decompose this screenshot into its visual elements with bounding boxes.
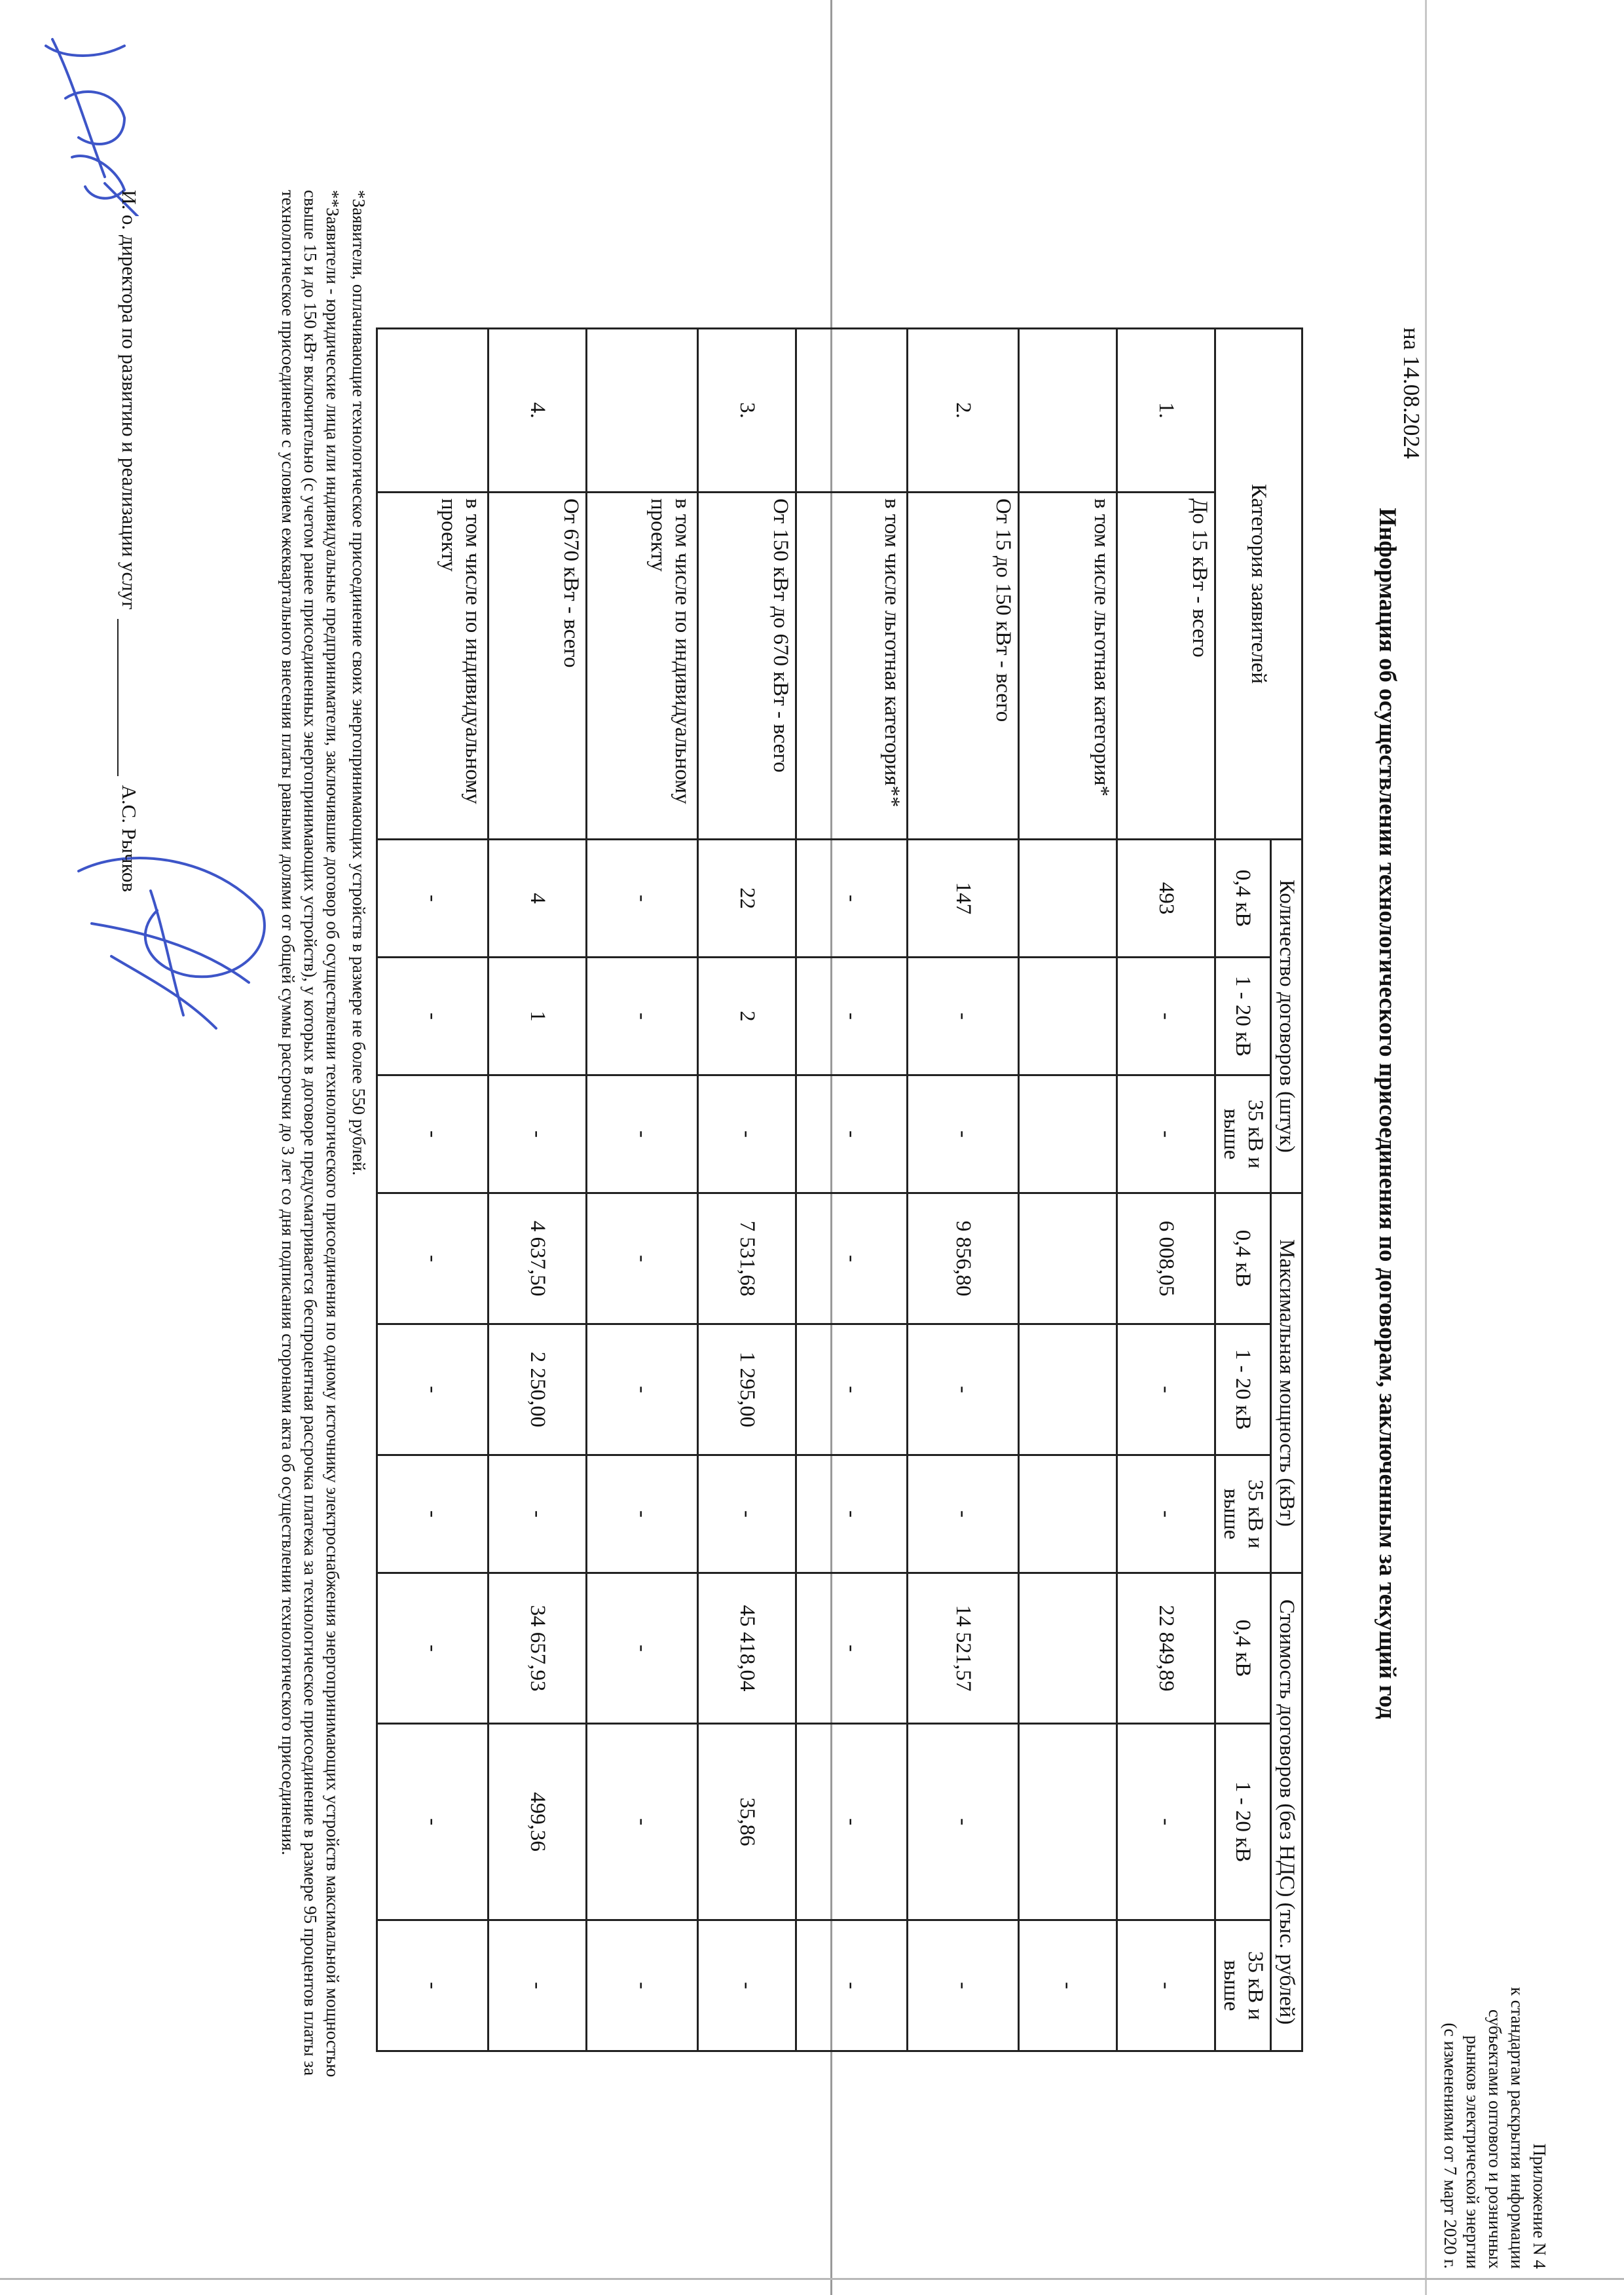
cell-p04: 9 856,80	[908, 1193, 1019, 1324]
cell-c35: -	[796, 1075, 908, 1193]
cell-p120: -	[796, 1324, 908, 1455]
table-header-row	[1271, 329, 1302, 2051]
cell-s35: -	[698, 1920, 796, 2051]
row-label: в том числе льготная категория*	[1019, 493, 1117, 840]
cell-s35: -	[908, 1920, 1019, 2051]
cell-s35: -	[1019, 1920, 1117, 2051]
subheader-voltage: 0,4 кВ	[1215, 1573, 1271, 1724]
header-cost: Стоимость договоров (без НДС) (тыс. рублей)	[1271, 1573, 1302, 2051]
cell-s04: -	[796, 1573, 908, 1724]
cell-s35: -	[587, 1920, 698, 2051]
table-row	[1117, 329, 1215, 2051]
cell-p04: -	[377, 1193, 489, 1324]
row-number: 4.	[489, 329, 587, 493]
cell-p35: -	[587, 1455, 698, 1573]
cell-c35: -	[908, 1075, 1019, 1193]
cell-p120: -	[1117, 1324, 1215, 1455]
table-row	[908, 329, 1019, 2051]
cell-s35: -	[1117, 1920, 1215, 2051]
signature-line	[117, 619, 137, 776]
cell-s120: 35,86	[698, 1724, 796, 1920]
table-row	[489, 329, 587, 2051]
cell-s04: -	[377, 1573, 489, 1724]
row-number: 1.	[1117, 329, 1215, 493]
row-number: 2.	[908, 329, 1019, 493]
cell-s120: -	[796, 1724, 908, 1920]
annex-line: Приложение N 4	[1530, 2143, 1549, 2269]
cell-s04	[1019, 1573, 1117, 1724]
cell-c120: -	[796, 958, 908, 1075]
cell-p120: -	[587, 1324, 698, 1455]
cell-c04: -	[377, 840, 489, 958]
cell-s120: -	[1117, 1724, 1215, 1920]
cell-c04: 147	[908, 840, 1019, 958]
cell-s35: -	[489, 1920, 587, 2051]
cell-p35: -	[698, 1455, 796, 1573]
row-number	[377, 329, 489, 493]
annex-note	[1439, 1928, 1551, 2269]
cell-s35: -	[377, 1920, 489, 2051]
row-number	[796, 329, 908, 493]
cell-s04: 14 521,57	[908, 1573, 1019, 1724]
cell-p120: 1 295,00	[698, 1324, 796, 1455]
subheader-voltage: 0,4 кВ	[1215, 1193, 1271, 1324]
cell-p35: -	[377, 1455, 489, 1573]
cell-p120: 2 250,00	[489, 1324, 587, 1455]
table-row	[377, 329, 489, 2051]
row-label: От 150 кВт до 670 кВт - всего	[698, 493, 796, 840]
subheader-voltage: 1 - 20 кВ	[1215, 958, 1271, 1075]
cell-p35: -	[908, 1455, 1019, 1573]
signature-block	[117, 190, 141, 1565]
cell-s120	[1019, 1724, 1117, 1920]
cell-s35: -	[796, 1920, 908, 2051]
footnote-1: *Заявители, оплачивающие технологическое присоединение своих энергопринимающих устройств в размере не более 550 рублей.	[349, 190, 369, 1176]
signer-position: И. о. директора по развитию и реализации услуг	[118, 190, 141, 610]
row-label: в том числе по индивидуальному проекту	[587, 493, 698, 840]
cell-p35	[1019, 1455, 1117, 1573]
cell-c04: 4	[489, 840, 587, 958]
row-number: 3.	[698, 329, 796, 493]
row-number	[1019, 329, 1117, 493]
cell-p04	[1019, 1193, 1117, 1324]
subheader-voltage: 0,4 кВ	[1215, 840, 1271, 958]
signer-name: А.С. Рычков	[118, 785, 141, 893]
cell-p04: 6 008,05	[1117, 1193, 1215, 1324]
cell-c120: 1	[489, 958, 587, 1075]
cell-p04: 7 531,68	[698, 1193, 796, 1324]
annex-line: (с изменениями от 7 март 2020 г.	[1441, 2023, 1460, 2269]
cell-c35: -	[1117, 1075, 1215, 1193]
cell-c35: -	[587, 1075, 698, 1193]
cell-c120	[1019, 958, 1117, 1075]
report-date: на 14.08.2024	[1399, 327, 1424, 459]
annex-line: субъектами оптового и розничных	[1485, 2009, 1505, 2269]
row-number	[587, 329, 698, 493]
cell-s120: -	[587, 1724, 698, 1920]
cell-c120: -	[1117, 958, 1215, 1075]
cell-p04: -	[587, 1193, 698, 1324]
header-category: Категория заявителей	[1215, 329, 1302, 840]
cell-c35: -	[489, 1075, 587, 1193]
cell-c35: -	[377, 1075, 489, 1193]
subheader-voltage: 35 кВ и выше	[1215, 1455, 1271, 1573]
cell-p04: -	[796, 1193, 908, 1324]
cell-c120: 2	[698, 958, 796, 1075]
annex-line: рынков электрической энергии	[1463, 2035, 1483, 2269]
cell-p35: -	[1117, 1455, 1215, 1573]
cell-p35: -	[796, 1455, 908, 1573]
table-row	[698, 329, 796, 2051]
cell-c04	[1019, 840, 1117, 958]
table-row	[1019, 329, 1117, 2051]
row-label: От 670 кВт - всего	[489, 493, 587, 840]
cell-p35: -	[489, 1455, 587, 1573]
cell-s04: -	[587, 1573, 698, 1724]
row-label: От 15 до 150 кВт - всего	[908, 493, 1019, 840]
cell-c120: -	[377, 958, 489, 1075]
cell-c04: 493	[1117, 840, 1215, 958]
cell-c35: -	[698, 1075, 796, 1193]
cell-s120: 499,36	[489, 1724, 587, 1920]
subheader-voltage: 35 кВ и выше	[1215, 1075, 1271, 1193]
cell-s04: 45 418,04	[698, 1573, 796, 1724]
cell-s04: 22 849,89	[1117, 1573, 1215, 1724]
contracts-table	[376, 327, 1303, 2052]
cell-c120: -	[587, 958, 698, 1075]
cell-s120: -	[908, 1724, 1019, 1920]
cell-c04: -	[587, 840, 698, 958]
header-power: Максимальная мощность (кВт)	[1271, 1193, 1302, 1573]
cell-c35	[1019, 1075, 1117, 1193]
subheader-voltage: 1 - 20 кВ	[1215, 1324, 1271, 1455]
table-row	[587, 329, 698, 2051]
subheader-voltage: 1 - 20 кВ	[1215, 1724, 1271, 1920]
table-body	[377, 329, 1215, 2051]
cell-p120: -	[908, 1324, 1019, 1455]
cell-c04: 22	[698, 840, 796, 958]
cell-s04: 34 657,93	[489, 1573, 587, 1724]
table-row	[796, 329, 908, 2051]
cell-c120: -	[908, 958, 1019, 1075]
subheader-voltage: 35 кВ и выше	[1215, 1920, 1271, 2051]
row-label: в том числе по индивидуальному проекту	[377, 493, 489, 840]
cell-c04: -	[796, 840, 908, 958]
row-label: До 15 кВт - всего	[1117, 493, 1215, 840]
cell-p04: 4 637,50	[489, 1193, 587, 1324]
row-label: в том числе льготная категория**	[796, 493, 908, 840]
cell-s120: -	[377, 1724, 489, 1920]
footnote-2: **Заявители - юридические лица или индивидуальные предприниматели, заключившие договор об осуществлении технологического присоединения по одному источнику электроснабжения энергопринимающих устройств максимальной мощностью свыше 15 и до 150 кВт включительно (с учетом ранее присоединенных энергопринимающих устройств), у которых в договоре предусматривается беспроцентная рассрочка платежа за технологическое присоединение в размере 95 процентов платы за технологическое присоединение с условием ежеквартального внесения платы равными долями от общей суммы рассрочки до 3 лет со дня подписания сторонами акта об осуществлении технологического присоединения.	[278, 190, 342, 2078]
annex-line: к стандартам раскрытия информации	[1507, 1987, 1527, 2269]
cell-p120: -	[377, 1324, 489, 1455]
document-title: Информация об осуществлении технологического присоединения по договорам, заключенным за текущий год	[1374, 508, 1401, 1719]
header-count: Количество договоров (штук)	[1271, 840, 1302, 1193]
footnotes	[273, 190, 370, 2089]
cell-p120	[1019, 1324, 1117, 1455]
